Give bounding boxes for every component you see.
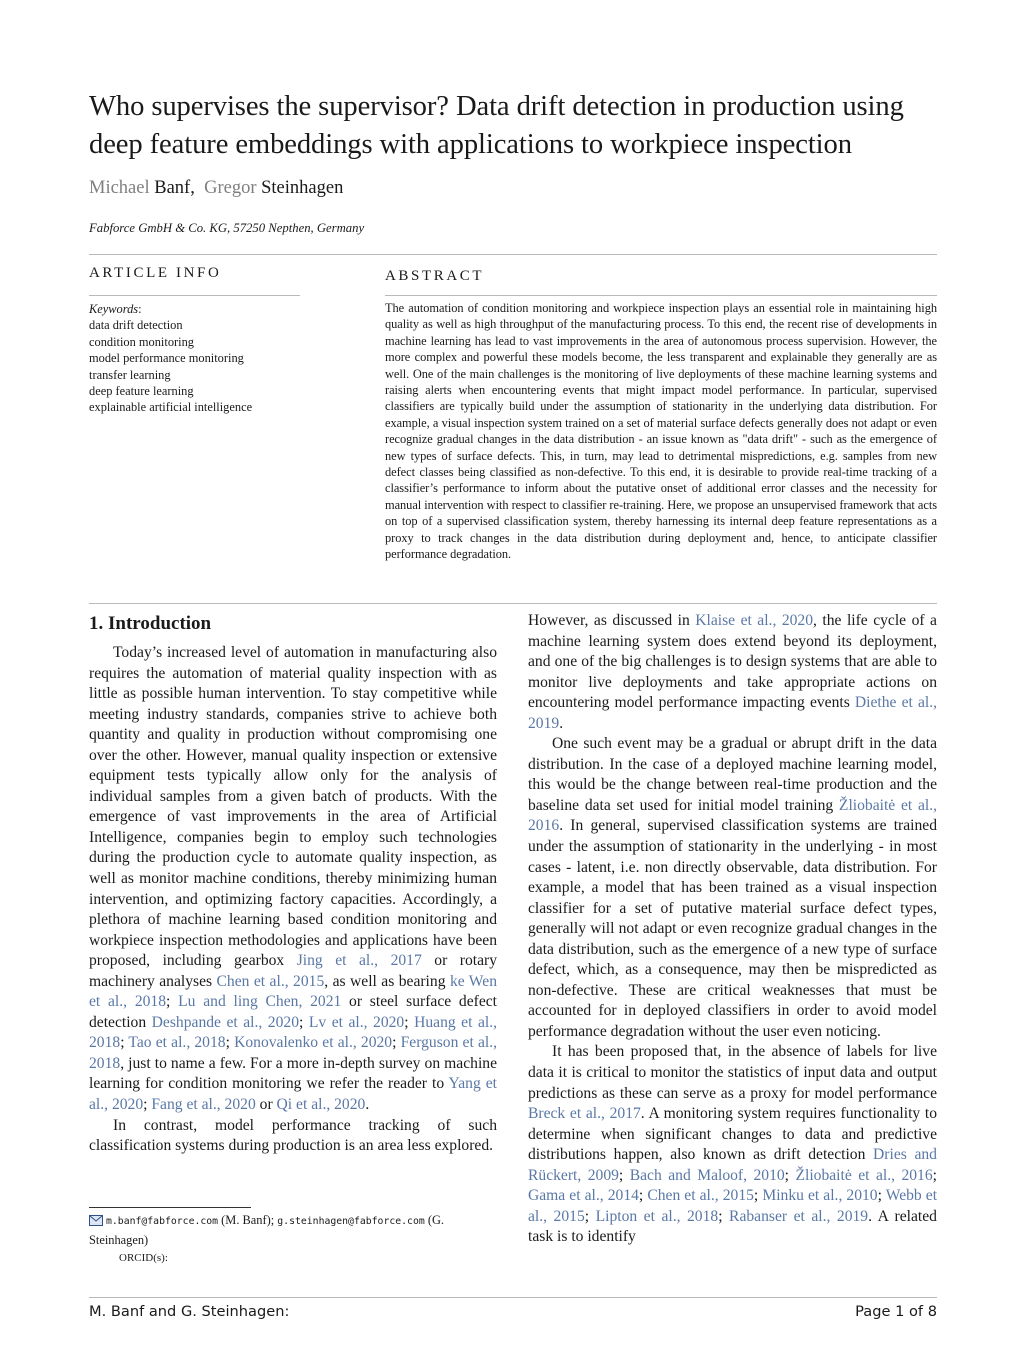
- abstract-divider: [385, 295, 937, 296]
- citation-link[interactable]: Rabanser et al., 2019: [729, 1207, 869, 1225]
- paragraph-text: , as well as bearing: [324, 972, 450, 990]
- paragraph-text: Today’s increased level of automation in manufacturing also requires the automation of material quality inspection with as little as possible human intervention. To stay competitive while meeting industry standards, companies strive to achieve both quantity and quality in production without compromising one over the other. However, manual quality inspection or extensive equipment tests typically allow only for the analysis of individual samples from a given batch of products. With the emergence of vast improvements in the area of Artificial Intelligence, companies begin to employ such technologies during the production cycle to automate quality inspection, as well as monitor machine conditions, thereby minimizing human intervention, and optimizing factory capacities. Accordingly, a plethora of machine learning based condition monitoring and workpiece inspection methodologies and applications have been proposed, including gearbox: [89, 644, 497, 970]
- citation-link[interactable]: Klaise et al., 2020: [695, 612, 814, 629]
- keyword-item: explainable artificial intelligence: [89, 400, 253, 415]
- keyword-item: deep feature learning: [89, 384, 194, 399]
- right-column: [528, 611, 937, 1248]
- author-list: Michael Banf, Gregor Steinhagen: [89, 178, 344, 198]
- intro-paragraph-4: [528, 734, 937, 1042]
- citation-link[interactable]: Diethe et al., 2019: [528, 694, 937, 732]
- paragraph-text: or rotary machinery analyses: [89, 952, 498, 990]
- paragraph-text: ;: [225, 1034, 235, 1052]
- paragraph-text: ;: [166, 993, 179, 1011]
- paragraph-text: One such event may be a gradual or abrupt drift in the data distribution. In the case of a deployed machine learning model, this would be the change between real-time production and the baseline data set used for initial model training: [528, 735, 937, 814]
- citation-link[interactable]: Webb et al., 2015: [528, 1187, 938, 1225]
- citation-link[interactable]: Chen et al., 2015: [647, 1187, 754, 1205]
- citation-link[interactable]: Konovalenko et al., 2020: [234, 1034, 393, 1052]
- paragraph-text: However, as discussed in: [528, 612, 696, 629]
- citation-link[interactable]: Deshpande et al., 2020: [151, 1013, 299, 1031]
- keyword-item: data drift detection: [89, 318, 183, 333]
- citation-link[interactable]: Qi et al., 2020: [276, 1096, 366, 1114]
- citation-link[interactable]: Chen et al., 2015: [216, 972, 325, 990]
- abstract-text: The automation of condition monitoring and workpiece inspection plays an essential role in maintaining high quality as well as high throughput of the manufacturing process. To this end, the recent rise of developments in machine learning has lead to vast improvements in the area of autonomous process supervision. However, the more complex and powerful these models become, the less transparent and explainable they generally are as well. One of the main challenges is the monitoring of live deployments of these machine learning systems and raising alerts when encountering events that might impact model performance. In particular, supervised classifiers are typically build under the assumption of stationarity in the underlying data distribution. For example, a visual inspection system trained on a set of material surface defects generally does not adapt or even recognize gradual changes in the data distribution - an issue known as "data drift" - such as the emergence of new types of surface defects. This, in turn, may lead to detrimental mispredictions, e.g. samples from new defect classes being classified as non-defective. To this end, it is desirable to provide real-time tracking of a classifier’s performance to inform about the putative onset of additional error classes and the necessity for manual intervention with respect to classifier re-training. Here, we propose an unsupervised framework that acts on top of a supervised classification system, thereby harnessing its internal deep feature representations as a proxy to track changes in the data distribution during deployment and, hence, to anticipate classifier performance degradation.: [385, 301, 937, 562]
- email-link-1[interactable]: m.banf@fabforce.com: [106, 1216, 219, 1227]
- paragraph-text: , the life cycle of a machine learning system does extend beyond its deployment, and one of the big challenges is to design systems that are able to monitor live deployments and take appropriate actions on encountering model performance impacting events: [528, 612, 937, 712]
- section-heading-introduction: 1. Introduction: [89, 613, 212, 634]
- author-1: Michael Banf: [89, 178, 191, 198]
- paragraph-text: or: [255, 1096, 277, 1114]
- citation-link[interactable]: Bach and Maloof, 2010: [629, 1166, 785, 1184]
- keyword-item: condition monitoring: [89, 334, 194, 349]
- citation-link[interactable]: ke Wen et al., 2018: [89, 972, 497, 1011]
- paragraph-text: ;: [299, 1013, 309, 1031]
- citation-link[interactable]: Lipton et al., 2018: [595, 1207, 719, 1225]
- keyword-item: model performance monitoring: [89, 351, 244, 366]
- page-number: Page 1 of 8: [855, 1303, 937, 1320]
- article-info-divider: [89, 295, 300, 296]
- intro-paragraph-2: In contrast, model performance tracking of such classification systems during production is an area less explored.: [89, 1116, 497, 1155]
- citation-link[interactable]: Minku et al., 2010: [762, 1187, 878, 1205]
- paragraph-text: ;: [877, 1187, 886, 1205]
- citation-link[interactable]: Lu and ling Chen, 2021: [178, 993, 342, 1011]
- intro-paragraph-3: [528, 611, 937, 734]
- intro-paragraph-5: [528, 1042, 937, 1247]
- abstract-end-divider: [89, 603, 937, 604]
- paragraph-text: .: [365, 1096, 370, 1114]
- paragraph-text: or steel surface defect detection: [89, 993, 498, 1031]
- abstract-heading: ABSTRACT: [385, 268, 485, 284]
- envelope-icon: [89, 1213, 103, 1231]
- paragraph-text: . A related task is to identify: [528, 1207, 937, 1246]
- paragraph-text: .: [559, 714, 564, 732]
- citation-link[interactable]: Ferguson et al., 2018: [89, 1034, 498, 1072]
- intro-paragraph-1: [89, 643, 497, 1116]
- author-2: Gregor Steinhagen: [204, 178, 344, 198]
- article-info-heading: ARTICLE INFO: [89, 265, 222, 281]
- email-link-2[interactable]: g.steinhagen@fabforce.com: [277, 1216, 425, 1227]
- paragraph-text: . In general, supervised classification systems are trained under the assumption of stationarity in the underlying - in most cases - latent, i.e. non directly observable, data distribution. For example, a model that has been trained as a visual inspection classifier for a set of putative material surface defect types, generally will not adapt or even recognize gradual changes in the data distribution, such as the emergence of a new type of surface defect, which, as a consequence, may then be mispredicted as non-defective. These are critical weaknesses that must be accounted for in deployed classifiers in order to avoid model performance degradation without the user even noticing.: [528, 817, 937, 1040]
- citation-link[interactable]: Fang et al., 2020: [151, 1096, 256, 1114]
- paragraph-text: ;: [404, 1013, 415, 1031]
- header-divider: [89, 254, 937, 255]
- paragraph-text: It has been proposed that, in the absence of labels for live data it is critical to monitor the statistics of input data and output predictions as these can serve as a proxy for model performance: [528, 1043, 937, 1102]
- paragraph-text: ;: [753, 1187, 763, 1205]
- paragraph-text: ;: [143, 1096, 152, 1114]
- citation-link[interactable]: Tao et al., 2018: [128, 1034, 226, 1052]
- footnote: m.banf@fabforce.com (M. Banf); g.steinhagen@fabforce.com (G. Steinhagen) ORCID(s):: [89, 1211, 499, 1267]
- citation-link[interactable]: Huang et al., 2018: [89, 1013, 498, 1052]
- footnote-rule: [89, 1207, 251, 1208]
- paragraph-text: ;: [638, 1187, 648, 1205]
- paragraph-text: . A monitoring system requires functionality to determine when significant changes to data and predictive distributions happen, also known as drift detection: [528, 1105, 938, 1164]
- footer-divider: [89, 1297, 937, 1298]
- paragraph-text: ;: [932, 1166, 937, 1184]
- left-column: [89, 643, 497, 1157]
- keywords-block: Keywords: data drift detection condition monitoring model performance monitoring transfer learning deep feature learning explainable artificial intelligence: [89, 301, 319, 416]
- citation-link[interactable]: Gama et al., 2014: [528, 1187, 639, 1205]
- paragraph-text: ;: [784, 1166, 796, 1184]
- paragraph-text: ;: [120, 1034, 129, 1052]
- paragraph-text: , just to name a few. For a more in-depth survey on machine learning for condition monitoring we refer the reader to: [89, 1054, 497, 1093]
- citation-link[interactable]: Yang et al., 2020: [89, 1075, 498, 1114]
- paragraph-text: ;: [584, 1207, 596, 1225]
- paragraph-text: ;: [392, 1034, 401, 1052]
- affiliation: Fabforce GmbH & Co. KG, 57250 Nepthen, Germany: [89, 221, 365, 235]
- paper-title: Who supervises the supervisor? Data drift detection in production using deep feature embeddings with applications to workpiece inspection: [89, 91, 904, 160]
- paragraph-text: ;: [718, 1207, 730, 1225]
- citation-link[interactable]: Žliobaitė et al., 2016: [795, 1166, 933, 1184]
- citation-link[interactable]: Lv et al., 2020: [308, 1013, 405, 1031]
- citation-link[interactable]: Dries and Rückert, 2009: [528, 1146, 937, 1184]
- footer-authors: M. Banf and G. Steinhagen:: [89, 1303, 290, 1320]
- keywords-label: Keywords: [89, 302, 139, 316]
- citation-link[interactable]: Jing et al., 2017: [296, 952, 422, 970]
- citation-link[interactable]: Žliobaitė et al., 2016: [528, 796, 937, 835]
- keyword-item: transfer learning: [89, 367, 171, 382]
- citation-link[interactable]: Breck et al., 2017: [528, 1105, 641, 1123]
- orcid-label: ORCID(s):: [119, 1252, 168, 1264]
- paragraph-text: ;: [618, 1166, 630, 1184]
